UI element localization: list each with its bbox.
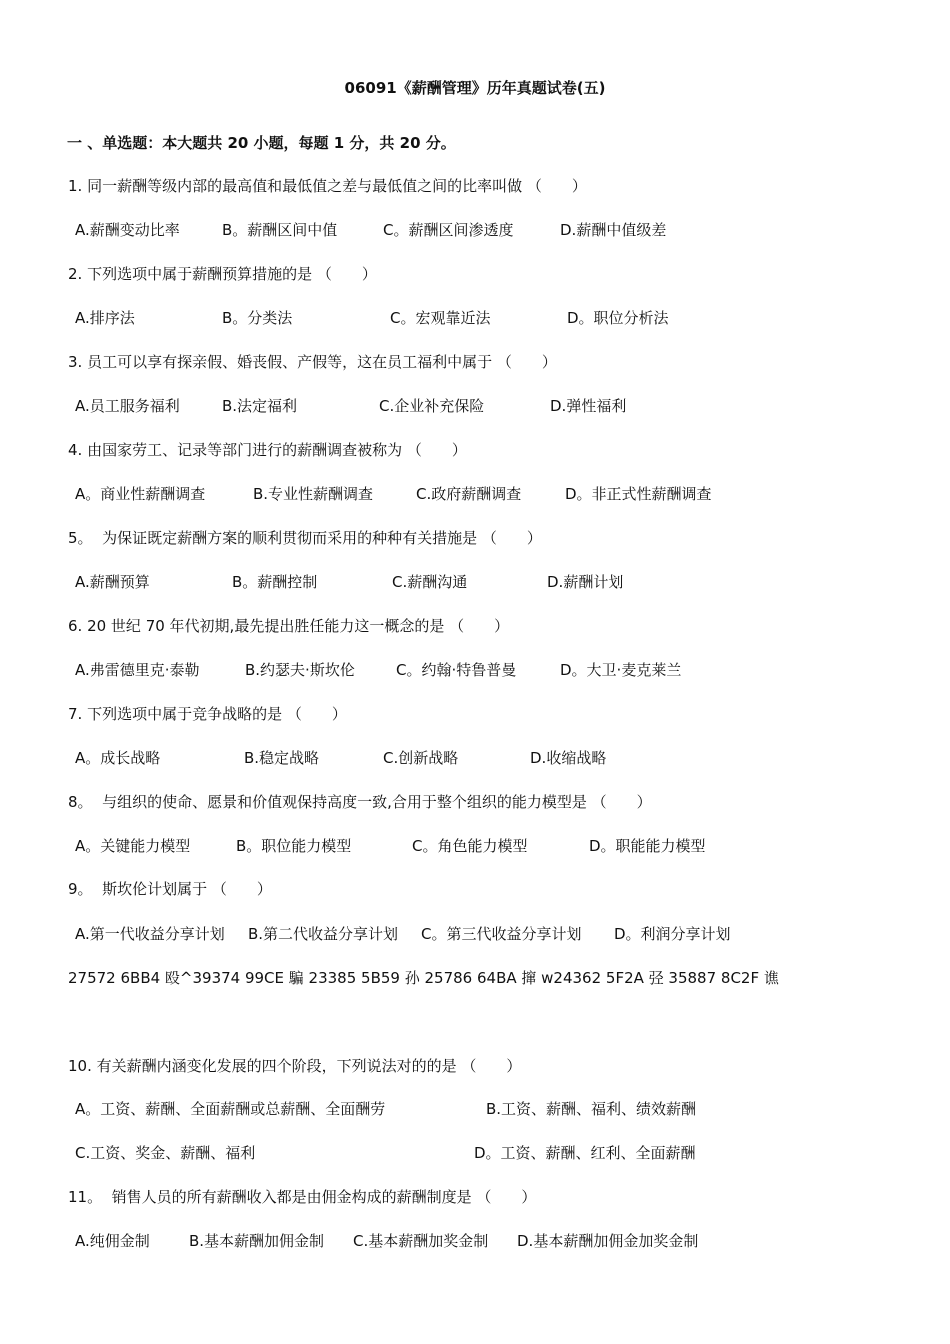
q10-option-c: C.工资、奖金、薪酬、福利 (75, 1144, 256, 1162)
q1-option-a: A.薪酬变动比率 (75, 221, 180, 239)
q4-option-c: C.政府薪酬调查 (416, 485, 522, 503)
q11-option-d: D.基本薪酬加佣金加奖金制 (517, 1232, 699, 1250)
question-3: 3. 员工可以享有探亲假、婚丧假、产假等，这在员工福利中属于 （ ） (68, 353, 557, 371)
q3-option-a: A.员工服务福利 (75, 397, 180, 415)
q6-option-c: C。约翰·特鲁普曼 (396, 661, 517, 679)
document-title: 06091《薪酬管理》历年真题试卷(五) (344, 79, 606, 97)
q10-option-b: B.工资、薪酬、福利、绩效薪酬 (486, 1100, 697, 1118)
q8-option-a: A。关键能力模型 (75, 837, 191, 855)
q7-option-d: D.收缩战略 (530, 749, 607, 767)
question-5: 5。 为保证既定薪酬方案的顺利贯彻而采用的种种有关措施是 （ ） (68, 529, 542, 547)
q7-option-b: B.稳定战略 (244, 749, 320, 767)
q5-option-d: D.薪酬计划 (547, 573, 624, 591)
question-11: 11。 销售人员的所有薪酬收入都是由佣金构成的薪酬制度是 （ ） (68, 1188, 537, 1206)
q7-option-a: A。成长战略 (75, 749, 161, 767)
q9-option-c: C。第三代收益分享计划 (421, 925, 582, 943)
q9-option-d: D。利润分享计划 (614, 925, 731, 943)
q1-option-d: D.薪酬中值级差 (560, 221, 667, 239)
q3-option-d: D.弹性福利 (550, 397, 627, 415)
q9-option-b: B.第二代收益分享计划 (248, 925, 399, 943)
q6-option-d: D。大卫·麦克莱兰 (560, 661, 682, 679)
section-heading: 一 、单选题：本大题共 20 小题，每题 1 分，共 20 分。 (67, 134, 456, 152)
question-1: 1. 同一薪酬等级内部的最高值和最低值之差与最低值之间的比率叫做 （ ） (68, 177, 587, 195)
q3-option-c: C.企业补充保险 (379, 397, 485, 415)
q11-option-b: B.基本薪酬加佣金制 (189, 1232, 325, 1250)
q3-option-b: B.法定福利 (222, 397, 298, 415)
question-2: 2. 下列选项中属于薪酬预算措施的是 （ ） (68, 265, 377, 283)
q7-option-c: C.创新战略 (383, 749, 459, 767)
q8-option-d: D。职能能力模型 (589, 837, 706, 855)
q5-option-b: B。薪酬控制 (232, 573, 318, 591)
q11-option-c: C.基本薪酬加奖金制 (353, 1232, 489, 1250)
question-4: 4. 由国家劳工、记录等部门进行的薪酬调查被称为 （ ） (68, 441, 467, 459)
q8-option-b: B。职位能力模型 (236, 837, 352, 855)
q1-option-b: B。薪酬区间中值 (222, 221, 338, 239)
q10-option-a: A。工资、薪酬、全面薪酬或总薪酬、全面酬劳 (75, 1100, 386, 1118)
q2-option-c: C。宏观靠近法 (390, 309, 491, 327)
q6-option-a: A.弗雷德里克·泰勒 (75, 661, 200, 679)
q1-option-c: C。薪酬区间渗透度 (383, 221, 514, 239)
q4-option-a: A。商业性薪酬调查 (75, 485, 206, 503)
question-9: 9。 斯坎伦计划属于 （ ） (68, 880, 272, 898)
question-10: 10. 有关薪酬内涵变化发展的四个阶段，下列说法对的的是 （ ） (68, 1057, 522, 1075)
question-7: 7. 下列选项中属于竞争战略的是 （ ） (68, 705, 347, 723)
q4-option-b: B.专业性薪酬调查 (253, 485, 374, 503)
q11-option-a: A.纯佣金制 (75, 1232, 150, 1250)
q5-option-a: A.薪酬预算 (75, 573, 150, 591)
q6-option-b: B.约瑟夫·斯坎伦 (245, 661, 355, 679)
q2-option-d: D。职位分析法 (567, 309, 669, 327)
question-6: 6. 20 世纪 70 年代初期,最先提出胜任能力这一概念的是 （ ） (68, 617, 510, 635)
garbled-text-line: 27572 6BB4 殴^39374 99CE 騙 23385 5B59 孙 25786 64BA 撺 w24362 5F2A 弪 35887 8C2F 谯 (68, 969, 779, 987)
q2-option-a: A.排序法 (75, 309, 135, 327)
q8-option-c: C。角色能力模型 (412, 837, 528, 855)
question-8: 8。 与组织的使命、愿景和价值观保持高度一致,合用于整个组织的能力模型是 （ ） (68, 793, 652, 811)
q2-option-b: B。分类法 (222, 309, 293, 327)
q4-option-d: D。非正式性薪酬调查 (565, 485, 712, 503)
q5-option-c: C.薪酬沟通 (392, 573, 468, 591)
q9-option-a: A.第一代收益分享计划 (75, 925, 225, 943)
q10-option-d: D。工资、薪酬、红利、全面薪酬 (474, 1144, 696, 1162)
